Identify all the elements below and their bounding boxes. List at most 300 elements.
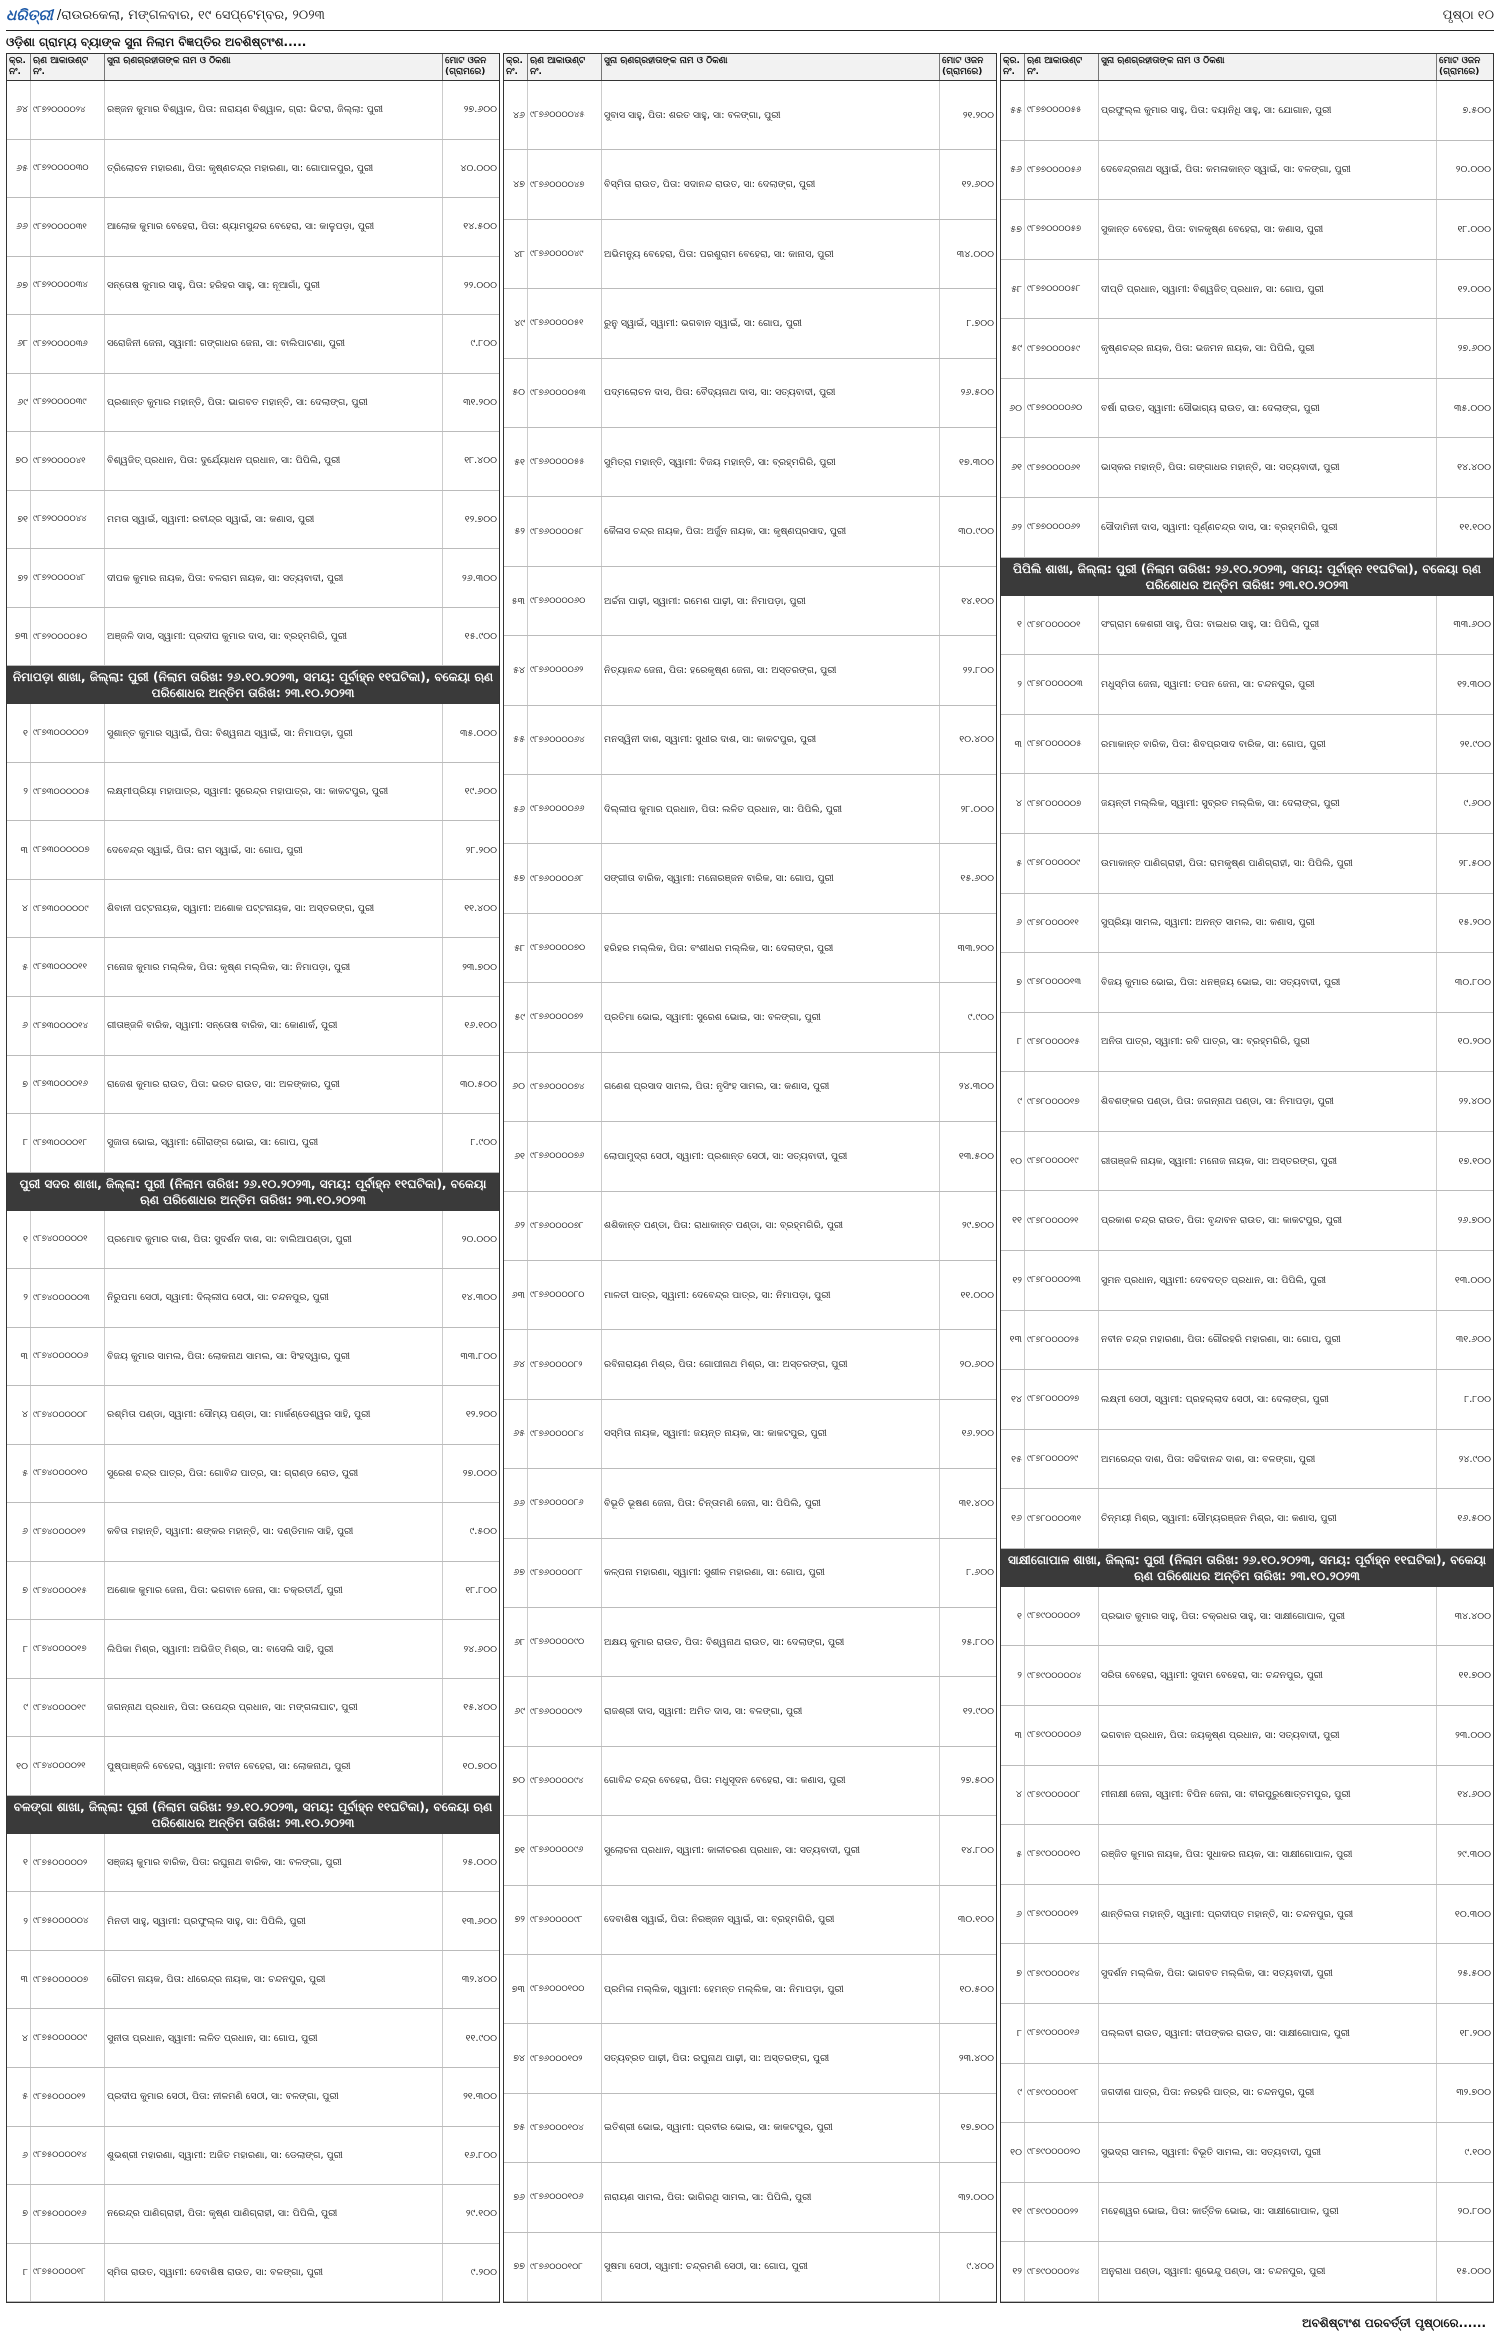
row-serial: ୯ [1001,1072,1025,1131]
row-account: ୯୮୭୭୦୦୦୦୫୭ [1025,200,1099,259]
row-serial: ୫ [7,938,31,996]
row-weight: ୨୪.୬୦୦ [463,1643,497,1655]
row-weight: ୨୬.୩୦୦ [462,572,497,584]
row-weight: ୨୧.୨୦୦ [962,109,994,121]
row-name-address: ସୌଦାମିନୀ ଦାସ, ସ୍ୱାମୀ: ପୂର୍ଣ୍ଣଚନ୍ଦ୍ର ଦାସ, ସା: ବ୍ରହ୍ମଗିରି, ପୁରୀ [1099,498,1437,557]
row-name-address: ସୁଭଦ୍ରା ସାମଲ, ସ୍ୱାମୀ: ବିଭୂତି ସାମଲ, ସା: ସତ୍ୟବାଦୀ, ପୁରୀ [1099,2123,1437,2182]
row-name-address: ଦେବେନ୍ଦ୍ର ସ୍ୱାଇଁ, ପିତା: ରାମ ସ୍ୱାଇଁ, ସା: ଗୋପ, ପୁରୀ [105,821,443,879]
table-row [1001,260,1493,320]
row-serial: ୬୬ [7,198,31,256]
row-account: ୯୮୭୪୦୦୦୦୧୯ [31,1679,105,1737]
row-serial: ୩ [7,821,31,879]
continued-heading: ଓଡ଼ିଶା ଗ୍ରାମ୍ୟ ବ୍ୟାଙ୍କ ସୁନା ନିଲାମ ବିଜ୍ଞପ୍ତିର ଅବଶିଷ୍ଟାଂଶ..... [6,34,307,49]
row-account: ୯୮୭୨୦୦୦୦୫୦ [31,608,105,666]
row-serial: ୬୭ [504,1539,528,1607]
row-serial: ୮ [1001,1013,1025,1072]
row-serial: ୪ [1001,774,1025,833]
table-row [7,491,499,550]
table-row [1001,1766,1493,1826]
row-serial: ୫୪ [504,636,528,704]
row-weight: ୨୧.୩୦୦ [463,2091,497,2103]
table-row [7,81,499,140]
row-weight: ୧୦.୭୦୦ [462,1760,497,1772]
row-name-address: ସତ୍ୟବ୍ରତ ପାଢ଼ୀ, ପିତା: ରଘୁନାଥ ପାଢ଼ୀ, ସା: ଅସ୍ତରଙ୍ଗ, ପୁରୀ [602,2024,940,2092]
row-weight: ୧୫.୯୦୦ [464,631,497,643]
header-weight: ମୋଟ ଓଜନ (ଗ୍ରାମରେ) [1439,56,1481,77]
table-row [504,775,996,844]
row-account: ୯୮୭୨୦୦୦୦୪୧ [31,432,105,490]
row-serial: ୬୯ [7,374,31,432]
row-account: ୯୮୭୬୦୦୦୦୮୨ [528,1330,602,1398]
row-serial: ୧୦ [1001,2123,1025,2182]
row-weight: ୧୮.୦୦୦ [1457,223,1491,235]
row-weight: ୨୮.୫୦୦ [1458,857,1491,869]
table-row [504,81,996,150]
row-account: ୯୮୭୬୦୦୦୦୮୮ [528,1539,602,1607]
row-weight: ୧୮.୮୦୦ [465,1585,497,1597]
table-row [7,1503,499,1562]
rows-right [1001,81,1493,2302]
table-row [1001,81,1493,141]
row-name-address: ଗୋବିନ୍ଦ ଚନ୍ଦ୍ର ବେହେରା, ପିତା: ମଧୁସୂଦନ ବେହେରା, ସା: କଣାସ, ପୁରୀ [602,1747,940,1815]
row-serial: ୧ [1001,1587,1025,1646]
row-weight: ୯.୬୦୦ [1463,798,1491,810]
row-serial: ୭୨ [504,1886,528,1954]
table-row [7,1056,499,1115]
rows-middle [504,81,996,2302]
row-name-address: ରୀତାଞ୍ଜଳି ନାୟକ, ସ୍ୱାମୀ: ମନୋଜ ନାୟକ, ସା: ଅସ୍ତରଙ୍ଗ, ପୁରୀ [1099,1132,1437,1191]
table-row [1001,2242,1493,2302]
row-account: ୯୮୭୫୦୦୦୦୧୬ [31,2185,105,2243]
row-account: ୯୮୭୩୦୦୦୦୧୮ [31,1114,105,1172]
table-row [7,704,499,763]
row-serial: ୫ [1001,834,1025,893]
row-name-address: ଅର୍ଚ୍ଚନା ପାଢ଼ୀ, ସ୍ୱାମୀ: ରମେଶ ପାଢ଼ୀ, ସା: ନିମାପଡ଼ା, ପୁରୀ [602,567,940,635]
row-account: ୯୮୭୬୦୦୦୦୫୮ [528,497,602,565]
row-account: ୯୮୭୭୦୦୦୦୫୮ [1025,260,1099,319]
row-name-address: ଶଶିକାନ୍ତ ପଣ୍ଡା, ପିତା: ରାଧାକାନ୍ତ ପଣ୍ଡା, ସା: ବ୍ରହ୍ମଗିରି, ପୁରୀ [602,1192,940,1260]
row-name-address: ଭାସ୍କର ମହାନ୍ତି, ପିତା: ଗଙ୍ଗାଧର ମହାନ୍ତି, ସା: ସତ୍ୟବାଦୀ, ପୁରୀ [1099,438,1437,497]
row-name-address: ନାରାୟଣ ସାମଲ, ପିତା: ଭାଗିରଥି ସାମଲ, ସା: ପିପିଲି, ପୁରୀ [602,2163,940,2231]
row-account: ୯୮୭୩୦୦୦୦୦୫ [31,763,105,821]
row-weight: ୩୦.୧୦୦ [957,1914,994,1926]
row-serial: ୩ [7,1328,31,1386]
row-name-address: ଚିନ୍ମୟୀ ମିଶ୍ର, ସ୍ୱାମୀ: ସୌମ୍ୟରଞ୍ଜନ ମିଶ୍ର, ସା: କଣାସ, ପୁରୀ [1099,1489,1437,1548]
row-weight: ୧୫.୪୦୦ [463,1702,497,1714]
row-name-address: ଲିପିକା ମିଶ୍ର, ସ୍ୱାମୀ: ଅଭିଜିତ୍ ମିଶ୍ର, ସା: ବାସେଲି ସାହି, ପୁରୀ [105,1620,443,1678]
row-serial: ୧୦ [7,1737,31,1795]
table-row [504,567,996,636]
table-row [7,608,499,667]
row-name-address: ନିରୁପମା ସେଠୀ, ସ୍ୱାମୀ: ଦିଲ୍ଲୀପ ସେଠୀ, ସା: ଚନ୍ଦନପୁର, ପୁରୀ [105,1269,443,1327]
row-name-address: କବିତା ମହାନ୍ତି, ସ୍ୱାମୀ: ଶଙ୍କର ମହାନ୍ତି, ସା: ଦଣ୍ଡିମାଳ ସାହି, ପୁରୀ [105,1503,443,1561]
row-weight: ୩୪.୦୦୦ [956,248,994,260]
row-weight: ୨୭.୬୦୦ [1457,343,1491,355]
row-name-address: ଅଭିମନ୍ୟୁ ବେହେରା, ପିତା: ପରଶୁରାମ ବେହେରା, ସା: କାନାସ, ପୁରୀ [602,220,940,288]
row-serial: ୪୬ [504,81,528,149]
row-account: ୯୮୭୮୦୦୦୦୦୫ [1025,715,1099,774]
table-row [1001,438,1493,498]
row-weight: ୨୧.୯୦୦ [1459,738,1491,750]
row-name-address: ଲକ୍ଷ୍ମୀପ୍ରିୟା ମହାପାତ୍ର, ସ୍ୱାମୀ: ସୁରେନ୍ଦ୍ର ମହାପାତ୍ର, ସା: କାକଟପୁର, ପୁରୀ [105,763,443,821]
row-weight: ୧୮.୪୦୦ [464,455,497,467]
row-name-address: ଶିବଶଙ୍କର ପଣ୍ଡା, ପିତା: ଜଗନ୍ନାଥ ପଣ୍ଡା, ସା: ନିମାପଡ଼ା, ପୁରୀ [1099,1072,1437,1131]
row-serial: ୬୧ [1001,438,1025,497]
row-account: ୯୮୭୩୦୦୦୦୦୭ [31,821,105,879]
row-account: ୯୮୭୬୦୦୦୦୬୨ [528,636,602,704]
row-weight: ୧୭.୧୦୦ [1458,1155,1491,1167]
row-name-address: ବିଜୟ କୁମାର ଭୋଇ, ପିତା: ଧନଞ୍ଜୟ ଭୋଇ, ସା: ସତ୍ୟବାଦୀ, ପୁରୀ [1099,953,1437,1012]
row-serial: ୧ [7,1834,31,1892]
row-name-address: ସୁବାସ ସାହୁ, ପିତା: ଶରତ ସାହୁ, ସା: ବଳଙ୍ଗା, ପୁରୀ [602,81,940,149]
row-serial: ୬୫ [7,140,31,198]
row-serial: ୫୩ [504,567,528,635]
table-row [1001,1825,1493,1885]
header-account: ଋଣ ଆକାଉଣ୍ଟ ନଂ. [528,54,602,80]
table-row [504,1539,996,1608]
row-weight: ୧୬.୨୦୦ [961,1428,994,1440]
row-account: ୯୮୭୮୦୦୦୦୦୭ [1025,774,1099,833]
row-weight: ୧୧.୪୦୦ [464,903,497,915]
row-weight: ୨୭.୫୦୦ [960,1775,994,1787]
row-account: ୯୮୭୫୦୦୦୦୧୨ [31,2068,105,2126]
row-serial: ୭ [1001,953,1025,1012]
row-account: ୯୮୭୭୦୦୦୦୫୬ [1025,141,1099,200]
row-name-address: ଅମରେନ୍ଦ୍ର ଦାଶ, ପିତା: ସଚ୍ଚିଦାନନ୍ଦ ଦାଶ, ସା: ବଳଙ୍ଗା, ପୁରୀ [1099,1430,1437,1489]
row-weight: ୧୭.୩୦୦ [958,456,994,468]
row-account: ୯୮୭୬୦୦୦୦୭୬ [528,1122,602,1190]
row-weight: ୩୦.୮୦୦ [1454,976,1491,988]
row-weight: ୧୯.୬୦୦ [464,786,497,798]
row-serial: ୬୭ [7,257,31,315]
table-row [1001,2064,1493,2124]
row-account: ୯୮୭୮୦୦୦୦୨୧ [1025,1191,1099,1250]
row-account: ୯୮୭୨୦୦୦୦୩୧ [31,198,105,256]
row-name-address: ରଞ୍ଜନ କୁମାର ବିଶ୍ୱାଳ, ପିତା: ନାରାୟଣ ବିଶ୍ୱାଳ, ଗ୍ରା: ଭିଟରା, ଜିଲ୍ଲା: ପୁରୀ [105,81,443,139]
header-sl: କ୍ର. ନଂ. [7,54,31,80]
row-serial: ୪ [7,1386,31,1444]
row-account: ୯୮୭୮୦୦୦୦୧୫ [1025,1013,1099,1072]
table-row [7,432,499,491]
row-weight: ୧୫.୦୦୦ [1456,2266,1491,2278]
row-serial: ୪ [7,880,31,938]
row-name-address: ସରିତା ବେହେରା, ସ୍ୱାମୀ: ସୁଦାମ ବେହେରା, ସା: ଚନ୍ଦନପୁର, ପୁରୀ [1099,1646,1437,1705]
row-weight: ୨୯.୩୦୦ [1457,1848,1491,1860]
row-account: ୯୮୭୪୦୦୦୦୨୧ [31,1737,105,1795]
row-weight: ୨୦.୬୦୦ [959,1359,994,1371]
row-name-address: ଅନିତା ପାତ୍ର, ସ୍ୱାମୀ: ରବି ପାତ୍ର, ସା: ବ୍ରହ୍ମଗିରି, ପୁରୀ [1099,1013,1437,1072]
table-row [1001,655,1493,715]
table-row [7,1211,499,1270]
table-row [7,257,499,316]
row-name-address: ଶାନ୍ତିଲତା ମହାନ୍ତି, ସ୍ୱାମୀ: ପ୍ରଦୀପ୍ତ ମହାନ୍ତି, ସା: ଚନ୍ଦନପୁର, ପୁରୀ [1099,1885,1437,1944]
row-account: ୯୮୭୯୦୦୦୦୧୦ [1025,1825,1099,1884]
table-row [1001,2004,1493,2064]
row-name-address: ଜଗଦୀଶ ପାତ୍ର, ପିତା: ନରହରି ପାତ୍ର, ସା: ଚନ୍ଦନପୁର, ପୁରୀ [1099,2064,1437,2123]
row-name-address: ଦୀପକ କୁମାର ନାୟକ, ପିତା: ବଳରାମ ନାୟକ, ସା: ସତ୍ୟବାଦୀ, ପୁରୀ [105,549,443,607]
table-row [504,1053,996,1122]
row-serial: ୨ [1001,1646,1025,1705]
row-weight: ୨୪.୩୦୦ [958,1081,994,1093]
row-account: ୯୮୭୯୦୦୦୦୧୨ [1025,1885,1099,1944]
row-serial: ୭ [7,2185,31,2243]
row-serial: ୭୭ [504,2233,528,2301]
row-serial: ୧୧ [1001,1191,1025,1250]
row-account: ୯୮୭୬୦୦୦୦୮୬ [528,1469,602,1537]
table-row [1001,1311,1493,1371]
table-row [504,2163,996,2232]
row-weight: ୨୭.୦୦୦ [462,1467,497,1479]
header-account: ଋଣ ଆକାଉଣ୍ଟ ନଂ. [1025,54,1099,80]
table-row [7,2185,499,2244]
row-account: ୯୮୭୩୦୦୦୦୦୯ [31,880,105,938]
row-serial: ୯ [7,1679,31,1737]
table-row [1001,379,1493,439]
table-row [504,1677,996,1746]
row-weight: ୧୫.୬୦୦ [960,873,994,885]
table-row [1001,319,1493,379]
table-row [504,1816,996,1885]
row-weight: ୧୪.୩୦୦ [461,1292,497,1304]
row-name-address: ସୁମିତ୍ରା ମହାନ୍ତି, ସ୍ୱାମୀ: ବିଜୟ ମହାନ୍ତି, ସା: ବ୍ରହ୍ମଗିରି, ପୁରୀ [602,428,940,496]
row-weight: ୩୨.୭୦୦ [1456,2087,1491,2099]
row-account: ୯୮୭୯୦୦୦୦୦୪ [1025,1646,1099,1705]
row-account: ୯୮୭୭୦୦୦୦୫୯ [1025,319,1099,378]
table-row [1001,774,1493,834]
row-account: ୯୮୭୮୦୦୦୦୨୯ [1025,1430,1099,1489]
table-row [1001,834,1493,894]
row-weight: ୨୦.୮୦୦ [1457,2206,1491,2218]
row-weight: ୩୦.୯୦୦ [958,526,994,538]
row-account: ୯୮୭୮୦୦୦୦୦୧ [1025,596,1099,655]
row-weight: ୩୫.୦୦୦ [1453,402,1491,414]
row-name-address: ଜୟନ୍ତୀ ମଲ୍ଲିକ, ସ୍ୱାମୀ: ସୁବ୍ରତ ମଲ୍ଲିକ, ସା: ଦେଲାଙ୍ଗ, ପୁରୀ [1099,774,1437,833]
row-weight: ୩୧.୬୦୦ [1455,1334,1491,1346]
table-row [7,198,499,257]
table-row [504,706,996,775]
branch-heading: ନିମାପଡ଼ା ଶାଖା, ଜିଲ୍ଲା: ପୁରୀ (ନିଲାମ ତାରିଖ: ୨୬.୧୦.୨୦୨୩, ସମୟ: ପୂର୍ବାହ୍ନ ୧୧ଘଟିକା), ବକେୟା ଋଣ ପରିଶୋଧର ଅନ୍ତିମ ତାରିଖ: ୨୩.୧୦.୨୦୨୩ [7,666,499,704]
row-weight: ୩୧.୨୦୦ [463,396,497,408]
row-weight: ୨୨.୦୦୦ [463,279,497,291]
table-row [504,220,996,289]
row-serial: ୪ [1001,1766,1025,1825]
row-weight: ୨୨.୮୦୦ [962,664,994,676]
row-weight: ୩୫.୦୦୦ [459,727,497,739]
row-serial: ୧୪ [1001,1370,1025,1429]
row-weight: ୭.୫୦୦ [1462,104,1491,116]
header-sl: କ୍ର. ନଂ. [504,54,528,80]
row-account: ୯୮୭୨୦୦୦୦୩୦ [31,140,105,198]
row-serial: ୬ [7,2127,31,2185]
row-account: ୯୮୭୯୦୦୦୦୧୬ [1025,2004,1099,2063]
table-row [504,2233,996,2302]
column-middle [503,53,997,2303]
row-account: ୯୮୭୬୦୦୦୦୪୭ [528,150,602,218]
table-row [504,2094,996,2163]
table-row [1001,1706,1493,1766]
row-name-address: ବର୍ଷା ରାଉତ, ସ୍ୱାମୀ: ସୌଭାଗ୍ୟ ରାଉତ, ସା: ଦେଲାଙ୍ଗ, ପୁରୀ [1099,379,1437,438]
table-row [1001,2123,1493,2183]
table-row [504,2024,996,2093]
table-row [1001,1944,1493,2004]
row-name-address: ଅଶୋକ କୁମାର ଜେନା, ପିତା: ଭଗବାନ ଜେନା, ସା: ଚକ୍ରତୀର୍ଥ, ପୁରୀ [105,1562,443,1620]
row-weight: ୩୩.୬୦୦ [1453,619,1491,631]
table-row [504,844,996,913]
row-account: ୯୮୭୮୦୦୦୦୨୩ [1025,1251,1099,1310]
table-header [504,54,996,81]
row-name-address: ମାଳତୀ ପାତ୍ର, ସ୍ୱାମୀ: ଦେବେନ୍ଦ୍ର ପାତ୍ର, ସା: ନିମାପଡ଼ା, ପୁରୀ [602,1261,940,1329]
row-serial: ୬୨ [504,1192,528,1260]
table-row [1001,1885,1493,1945]
row-name-address: ମମତା ସ୍ୱାଇଁ, ସ୍ୱାମୀ: ରବୀନ୍ଦ୍ର ସ୍ୱାଇଁ, ସା: କଣାସ, ପୁରୀ [105,491,443,549]
table-row [1001,1587,1493,1647]
row-account: ୯୮୭୬୦୦୦୧୦୬ [528,2163,602,2231]
row-weight: ୩୩.୨୦୦ [957,942,994,954]
table-row [7,374,499,433]
row-weight: ୧୨.୨୦୦ [465,1409,497,1421]
table-row [1001,1646,1493,1706]
row-serial: ୭୬ [504,2163,528,2231]
masthead [6,0,1494,31]
row-name-address: ପ୍ରମୋଦ କୁମାର ଦାଶ, ପିତା: ସୁଦର୍ଶନ ଦାଶ, ସା: ବାଲିଆପଣ୍ଡା, ପୁରୀ [105,1211,443,1269]
row-name-address: ସୁଦର୍ଶନ ମଲ୍ଲିକ, ପିତା: ଭାଗବତ ମଲ୍ଲିକ, ସା: ସତ୍ୟବାଦୀ, ପୁରୀ [1099,1944,1437,2003]
row-serial: ୪୮ [504,220,528,288]
row-serial: ୭୦ [7,432,31,490]
table-row [1001,596,1493,656]
row-account: ୯୮୭୨୦୦୦୦୩୯ [31,374,105,432]
row-weight: ୧୫.୨୦୦ [1458,917,1491,929]
row-serial: ୮ [7,2244,31,2302]
row-name-address: ରମାକାନ୍ତ ବାରିକ, ପିତା: ଶିବପ୍ରସାଦ ବାରିକ, ସା: ଗୋପ, ପୁରୀ [1099,715,1437,774]
row-serial: ୬୯ [504,1677,528,1745]
row-account: ୯୮୭୭୦୦୦୦୬୧ [1025,438,1099,497]
row-serial: ୨ [7,1269,31,1327]
table-row [504,1469,996,1538]
row-weight: ୧୪.୪୦୦ [1457,462,1491,474]
row-account: ୯୮୭୪୦୦୦୦୧୭ [31,1620,105,1678]
branch-heading: ପୁରୀ ସଦର ଶାଖା, ଜିଲ୍ଲା: ପୁରୀ (ନିଲାମ ତାରିଖ: ୨୬.୧୦.୨୦୨୩, ସମୟ: ପୂର୍ବାହ୍ନ ୧୧ଘଟିକା), ବକେୟା ଋଣ ପରିଶୋଧର ଅନ୍ତିମ ତାରିଖ: ୨୩.୧୦.୨୦୨୩ [7,1173,499,1211]
row-weight: ୨୩.୪୦୦ [958,2053,994,2065]
table-row [7,2244,499,2303]
row-name-address: ଦୀପ୍ତି ପ୍ରଧାନ, ସ୍ୱାମୀ: ବିଶ୍ୱଜିତ୍ ପ୍ରଧାନ, ସା: ଗୋପ, ପୁରୀ [1099,260,1437,319]
row-name-address: ବିଶ୍ୱଜିତ୍ ପ୍ରଧାନ, ପିତା: ଦୁର୍ଯ୍ୟୋଧନ ପ୍ରଧାନ, ସା: ପିପିଲି, ପୁରୀ [105,432,443,490]
table-row [7,997,499,1056]
row-weight: ୧୧.୦୦୦ [960,1289,994,1301]
row-serial: ୭୨ [7,549,31,607]
row-weight: ୨୩.୭୦୦ [462,961,497,973]
row-serial: ୨ [1001,655,1025,714]
row-serial: ୬୩ [504,1261,528,1329]
row-name-address: ସୁରେଶ ଚନ୍ଦ୍ର ପାତ୍ର, ପିତା: ଗୋବିନ୍ଦ ପାତ୍ର, ସା: ଗ୍ରାଣ୍ଡ ରୋଡ, ପୁରୀ [105,1445,443,1503]
column-right [1000,53,1494,2303]
table-row [7,763,499,822]
row-name-address: ବିଜୟ କୁମାର ସାମଲ, ପିତା: ଲୋକନାଥ ସାମଲ, ସା: ସିଂହଦ୍ୱାର, ପୁରୀ [105,1328,443,1386]
row-name-address: ମିନତୀ ସାହୁ, ସ୍ୱାମୀ: ପ୍ରଫୁଲ୍ଲ ସାହୁ, ସା: ପିପିଲି, ପୁରୀ [105,1892,443,1950]
row-name-address: ପ୍ରଦୀପ କୁମାର ସେଠୀ, ପିତା: ନୀଳମଣି ସେଠୀ, ସା: ବଳଙ୍ଗା, ପୁରୀ [105,2068,443,2126]
row-name-address: ପ୍ରତିମା ଭୋଇ, ସ୍ୱାମୀ: ସୁରେଶ ଭୋଇ, ସା: ବଳଙ୍ଗା, ପୁରୀ [602,983,940,1051]
table-row [504,1192,996,1261]
row-account: ୯୮୭୮୦୦୦୦୨୫ [1025,1311,1099,1370]
row-serial: ୯ [1001,2064,1025,2123]
table-row [1001,200,1493,260]
table-header [7,54,499,81]
row-weight: ୨୫.୫୦୦ [1457,1968,1491,1980]
row-serial: ୫୧ [504,428,528,496]
dateline: /ରାଉରକେଲା, ମଙ୍ଗଳବାର, ୧୯ ସେପ୍ଟେମ୍ବର, ୨୦୨୩ [56,7,325,23]
row-name-address: ଅକ୍ଷୟ କୁମାର ରାଉତ, ପିତା: ବିଶ୍ୱନାଥ ରାଉତ, ସା: ଦେଲାଙ୍ଗ, ପୁରୀ [602,1608,940,1676]
table-row [504,150,996,219]
row-name-address: ରଞ୍ଜିତ କୁମାର ନାୟକ, ପିତା: ସୁଧାକର ନାୟକ, ସା: ସାକ୍ଷୀଗୋପାଳ, ପୁରୀ [1099,1825,1437,1884]
row-weight: ୧୧.୧୦୦ [1459,521,1491,533]
row-weight: ୨୮.୦୦୦ [960,803,994,815]
row-name-address: କଳ୍ପନା ମହାରଣା, ସ୍ୱାମୀ: ସୁଶୀଳ ମହାରଣା, ସା: ଗୋପ, ପୁରୀ [602,1539,940,1607]
row-account: ୯୮୭୬୦୦୦୦୮୪ [528,1400,602,1468]
row-account: ୯୮୭୯୦୦୦୦୨୦ [1025,2123,1099,2182]
table-row [504,1747,996,1816]
row-account: ୯୮୭୭୦୦୦୦୬୨ [1025,498,1099,557]
table-row [7,140,499,199]
row-account: ୯୮୭୨୦୦୦୦୨୪ [31,81,105,139]
row-serial: ୫ [1001,1825,1025,1884]
table-row [504,983,996,1052]
row-serial: ୧୬ [1001,1489,1025,1548]
row-serial: ୧ [7,1211,31,1269]
row-serial: ୫୮ [504,914,528,982]
row-weight: ୯.୧୦୦ [1464,2146,1491,2158]
row-account: ୯୮୭୩୦୦୦୦୦୨ [31,704,105,762]
table-row [7,1679,499,1738]
row-name-address: ପ୍ରମିଳା ମଲ୍ଲିକ, ସ୍ୱାମୀ: ହେମନ୍ତ ମଲ୍ଲିକ, ସା: ନିମାପଡ଼ା, ପୁରୀ [602,1955,940,2023]
row-account: ୯୮୭୬୦୦୦୦୮୦ [528,1261,602,1329]
row-weight: ୯.୮୦୦ [470,338,497,350]
row-serial: ୫୦ [504,359,528,427]
row-name-address: ଗୀତାଞ୍ଜଳି ବାରିକ, ସ୍ୱାମୀ: ସନ୍ତୋଷ ବାରିକ, ସା: କୋଣାର୍କ, ପୁରୀ [105,997,443,1055]
branch-heading: ପିପିଲି ଶାଖା, ଜିଲ୍ଲା: ପୁରୀ (ନିଲାମ ତାରିଖ: ୨୬.୧୦.୨୦୨୩, ସମୟ: ପୂର୍ବାହ୍ନ ୧୧ଘଟିକା), ବକେୟା ଋଣ ପରିଶୋଧର ଅନ୍ତିମ ତାରିଖ: ୨୩.୧୦.୨୦୨୩ [1001,558,1493,596]
table-row [1001,498,1493,558]
row-name-address: ନିତ୍ୟାନନ୍ଦ ଜେନା, ପିତା: ହରେକୃଷ୍ଣ ଜେନା, ସା: ଅସ୍ତରଙ୍ଗ, ପୁରୀ [602,636,940,704]
row-name-address: ଜଗନ୍ନାଥ ପ୍ରଧାନ, ପିତା: ଉପେନ୍ଦ୍ର ପ୍ରଧାନ, ସା: ମଙ୍ଗଳାଘାଟ, ପୁରୀ [105,1679,443,1737]
row-serial: ୬ [1001,1885,1025,1944]
row-weight: ୩୩.୮୦୦ [460,1350,497,1362]
row-weight: ୧୦.୪୦୦ [959,734,994,746]
row-name-address: ପଲ୍ଲବୀ ରାଉତ, ସ୍ୱାମୀ: ଦୀପଙ୍କର ରାଉତ, ସା: ସାକ୍ଷୀଗୋପାଳ, ପୁରୀ [1099,2004,1437,2063]
row-name-address: ଗଣେଶ ପ୍ରସାଦ ସାମଲ, ପିତା: ନୃସିଂହ ସାମଲ, ସା: କଣାସ, ପୁରୀ [602,1053,940,1121]
row-name-address: ପ୍ରଶାନ୍ତ କୁମାର ମହାନ୍ତି, ପିତା: ଭାଗବତ ମହାନ୍ତି, ସା: ଦେଲାଙ୍ଗ, ପୁରୀ [105,374,443,432]
row-name-address: ସୁକାନ୍ତ ବେହେରା, ପିତା: ବାଳକୃଷ୍ଣ ବେହେରା, ସା: କଣାସ, ପୁରୀ [1099,200,1437,259]
row-account: ୯୮୭୮୦୦୦୦୦୩ [1025,655,1099,714]
row-weight: ୯.୪୦୦ [966,2261,994,2273]
row-weight: ୮.୮୦୦ [1464,1393,1491,1405]
row-name-address: ଦିଲ୍ଲୀପ କୁମାର ପ୍ରଧାନ, ପିତା: ଲଳିତ ପ୍ରଧାନ, ସା: ପିପିଲି, ପୁରୀ [602,775,940,843]
table-row [1001,1072,1493,1132]
row-name-address: ସୁମନ ପ୍ରଧାନ, ସ୍ୱାମୀ: ଦେବଦତ୍ତ ପ୍ରଧାନ, ସା: ପିପିଲି, ପୁରୀ [1099,1251,1437,1310]
table-row [504,1608,996,1677]
row-account: ୯୮୭୬୦୦୦୦୭୪ [528,1053,602,1121]
row-weight: ୧୬.୫୦୦ [1457,1513,1491,1525]
row-account: ୯୮୭୬୦୦୦୦୯୨ [528,1677,602,1745]
table-row [1001,1013,1493,1073]
row-weight: ୨୨.୪୦୦ [1458,1096,1491,1108]
row-serial: ୬ [7,1503,31,1561]
row-name-address: ମୀନାକ୍ଷୀ ଜେନା, ସ୍ୱାମୀ: ବିପିନ ଜେନା, ସା: ବୀରପୁରୁଷୋତ୍ତମପୁର, ପୁରୀ [1099,1766,1437,1825]
table-row [1001,894,1493,954]
row-account: ୯୮୭୬୦୦୦୦୫୫ [528,428,602,496]
row-account: ୯୮୭୬୦୦୦୦୬୬ [528,775,602,843]
row-serial: ୬ [1001,894,1025,953]
row-account: ୯୮୭୮୦୦୦୦୧୩ [1025,953,1099,1012]
row-weight: ୧୪.୫୦୦ [463,221,497,233]
row-name-address: ଆଲୋକ କୁମାର ବେହେରା, ପିତା: ଶ୍ୟାମସୁନ୍ଦର ବେହେରା, ସା: କାଳୁପଡ଼ା, ପୁରୀ [105,198,443,256]
